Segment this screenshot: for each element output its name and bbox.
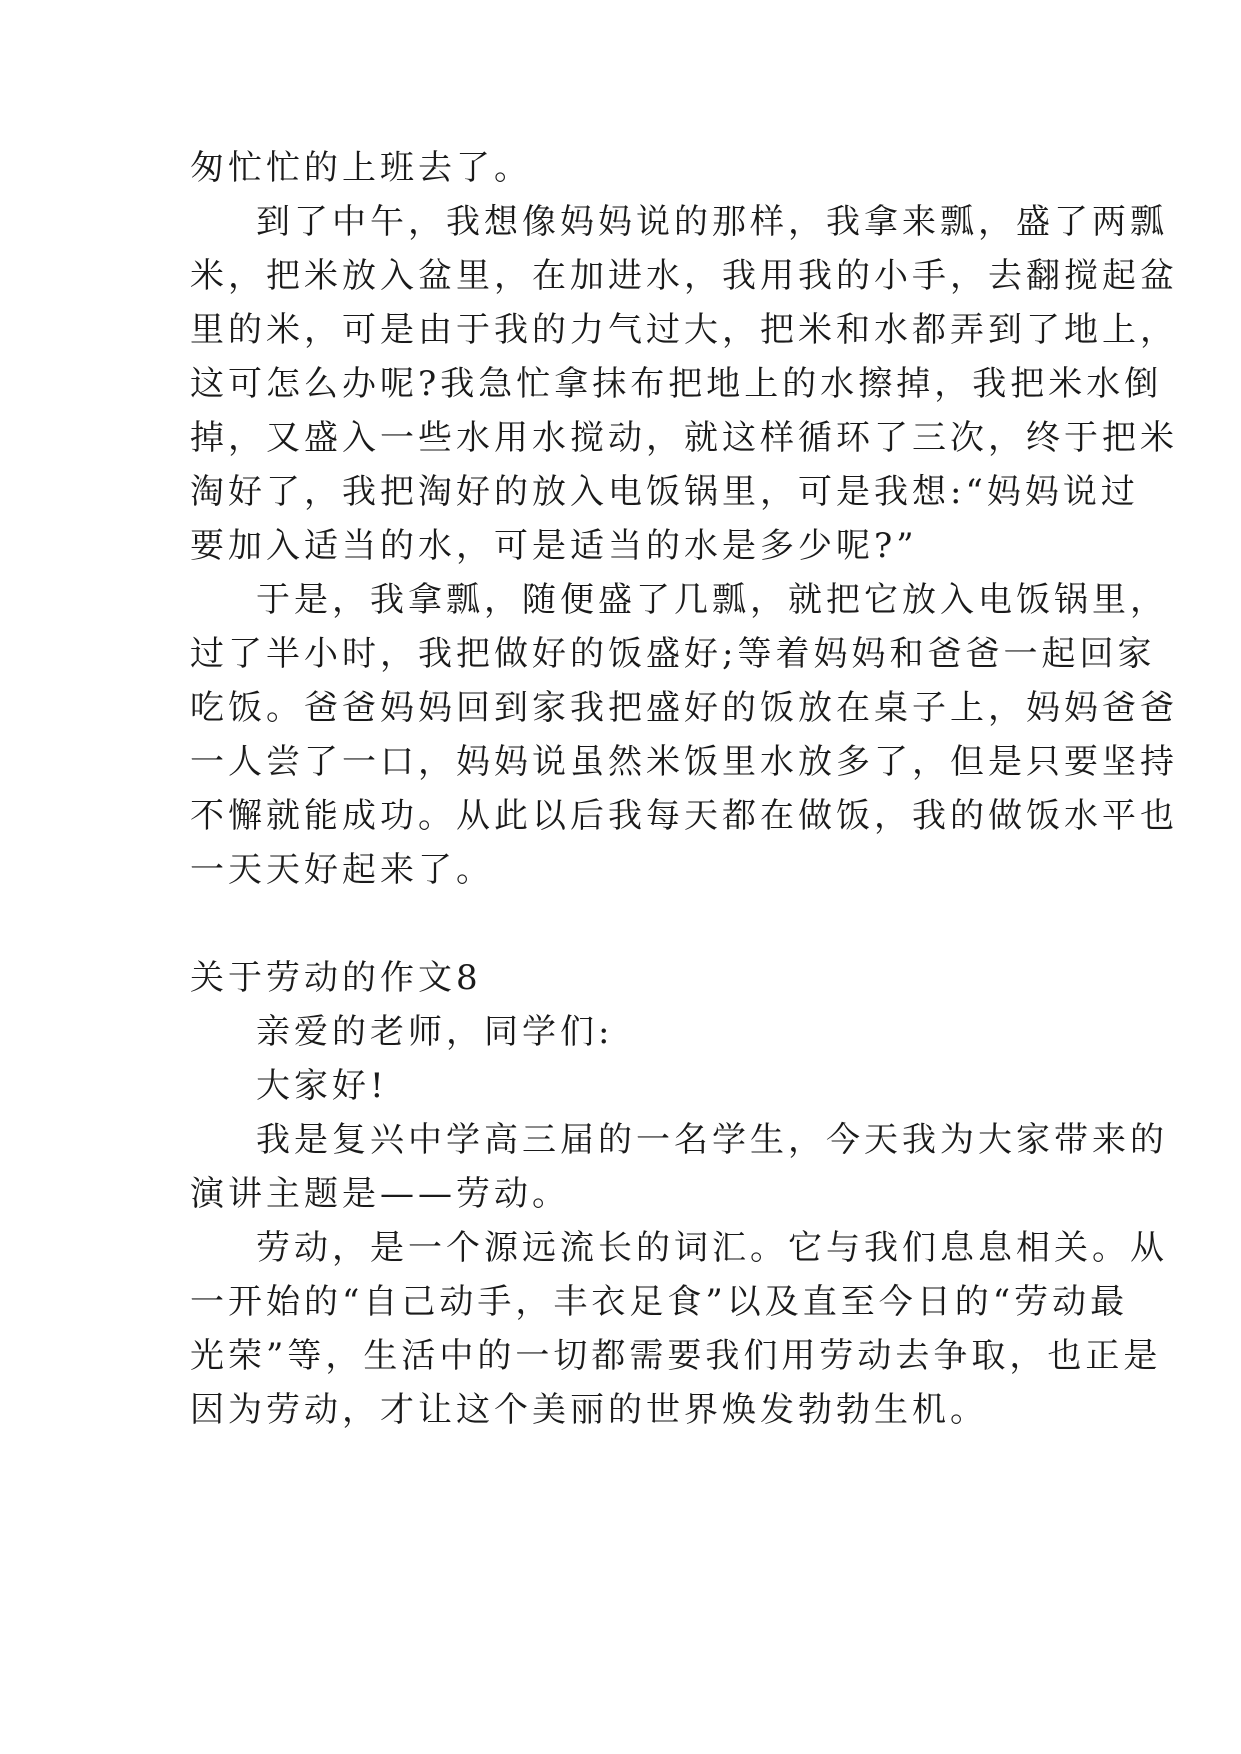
paragraph-line: 过了半小时，我把做好的饭盛好;等着妈妈和爸爸一起回家 xyxy=(190,634,1156,674)
paragraph-line: 一开始的“自己动手，丰衣足食”以及直至今日的“劳动最 xyxy=(190,1282,1129,1322)
paragraph-line: 光荣”等，生活中的一切都需要我们用劳动去争取，也正是 xyxy=(190,1336,1162,1376)
paragraph-line: 匆忙忙的上班去了。 xyxy=(190,148,532,188)
paragraph-line: 亲爱的老师，同学们: xyxy=(256,1012,614,1052)
paragraph-line: 因为劳动，才让这个美丽的世界焕发勃勃生机。 xyxy=(190,1390,988,1430)
section-heading: 关于劳动的作文8 xyxy=(190,958,482,998)
paragraph-line: 我是复兴中学高三届的一名学生，今天我为大家带来的 xyxy=(256,1120,1168,1160)
paragraph-line: 里的米，可是由于我的力气过大，把米和水都弄到了地上， xyxy=(190,310,1178,350)
paragraph-line: 这可怎么办呢?我急忙拿抹布把地上的水擦掉，我把米水倒 xyxy=(190,364,1163,404)
paragraph-line: 淘好了，我把淘好的放入电饭锅里，可是我想:“妈妈说过 xyxy=(190,472,1139,512)
paragraph-line: 不懈就能成功。从此以后我每天都在做饭，我的做饭水平也 xyxy=(190,796,1178,836)
paragraph-line: 米，把米放入盆里，在加进水，我用我的小手，去翻搅起盆 xyxy=(190,256,1178,296)
paragraph-line: 掉，又盛入一些水用水搅动，就这样循环了三次，终于把米 xyxy=(190,418,1178,458)
paragraph-line: 大家好! xyxy=(256,1066,388,1106)
paragraph-line: 演讲主题是——劳动。 xyxy=(190,1174,570,1214)
paragraph-line: 一人尝了一口，妈妈说虽然米饭里水放多了，但是只要坚持 xyxy=(190,742,1178,782)
paragraph-line: 吃饭。爸爸妈妈回到家我把盛好的饭放在桌子上，妈妈爸爸 xyxy=(190,688,1178,728)
paragraph-line: 一天天好起来了。 xyxy=(190,850,494,890)
paragraph-line: 于是，我拿瓢，随便盛了几瓢，就把它放入电饭锅里， xyxy=(256,580,1168,620)
paragraph-line: 要加入适当的水，可是适当的水是多少呢?” xyxy=(190,526,918,566)
paragraph-line: 到了中午，我想像妈妈说的那样，我拿来瓢，盛了两瓢 xyxy=(256,202,1168,242)
paragraph-line: 劳动，是一个源远流长的词汇。它与我们息息相关。从 xyxy=(256,1228,1168,1268)
